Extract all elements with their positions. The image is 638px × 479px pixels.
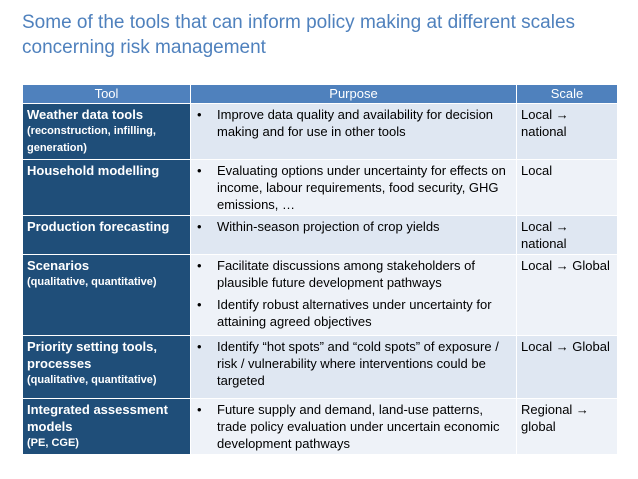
purpose-text: Improve data quality and availability for decision making and for use in other tools (217, 107, 494, 139)
tool-name: Weather data tools (27, 107, 144, 122)
scale-cell: Local → national (517, 216, 618, 255)
table-body (23, 104, 618, 455)
bullet-icon: • (197, 402, 202, 417)
purpose-cell (191, 399, 517, 455)
purpose-bullet (195, 296, 512, 330)
tool-subtitle: (PE, CGE) (27, 437, 79, 449)
purpose-cell (191, 216, 517, 255)
header-tool: Tool (23, 85, 191, 104)
purpose-text: Future supply and demand, land-use patterns, trade policy evaluation under uncertain economic development pathways (217, 402, 500, 451)
slide-title: Some of the tools that can inform policy making at different scales concerning risk management (22, 12, 576, 58)
table-row (23, 399, 618, 455)
purpose-bullet (195, 257, 512, 291)
purpose-cell (191, 255, 517, 336)
purpose-text: Within-season projection of crop yields (217, 219, 440, 234)
table-row (23, 216, 618, 255)
scale-cell: Local (517, 160, 618, 216)
tool-cell (23, 160, 191, 216)
tool-cell (23, 104, 191, 160)
purpose-cell (191, 104, 517, 160)
tool-name: Integrated assessment models (27, 402, 168, 434)
tools-table (22, 84, 618, 455)
purpose-cell (191, 160, 517, 216)
table-row (23, 104, 618, 160)
tool-subtitle: (qualitative, quantitative) (27, 374, 157, 386)
header-purpose: Purpose (191, 85, 517, 104)
tool-cell (23, 255, 191, 336)
scale-cell: Local → Global (517, 336, 618, 399)
table-row (23, 160, 618, 216)
purpose-text: Evaluating options under uncertainty for effects on income, labour requirements, food security, GHG emissions, … (217, 163, 506, 212)
tool-subtitle: (reconstruction, infilling, generation) (27, 125, 156, 154)
scale-cell: Local → Global (517, 255, 618, 336)
header-scale: Scale (517, 85, 618, 104)
tool-cell (23, 336, 191, 399)
table-row (23, 255, 618, 336)
purpose-text: Facilitate discussions among stakeholders of plausible future development pathways (217, 258, 475, 290)
bullet-icon: • (197, 219, 202, 234)
scale-cell: Regional → global (517, 399, 618, 455)
table-row (23, 336, 618, 399)
purpose-text: Identify robust alternatives under uncertainty for attaining agreed objectives (217, 297, 492, 329)
purpose-cell (191, 336, 517, 399)
purpose-bullet (195, 401, 512, 452)
tool-name: Scenarios (27, 258, 90, 273)
bullet-icon: • (197, 339, 202, 354)
purpose-text: Identify “hot spots” and “cold spots” of exposure / risk / vulnerability where interventions could be targeted (217, 339, 499, 388)
purpose-bullet (195, 218, 512, 235)
tool-subtitle: (qualitative, quantitative) (27, 276, 157, 288)
scale-cell: Local → national (517, 104, 618, 160)
tool-name: Household modelling (27, 163, 160, 178)
bullet-icon: • (197, 258, 202, 273)
tool-cell (23, 216, 191, 255)
bullet-icon: • (197, 297, 202, 312)
table-header-row (23, 85, 618, 104)
tool-name: Production forecasting (27, 219, 170, 234)
purpose-bullet (195, 106, 512, 140)
bullet-icon: • (197, 163, 202, 178)
bullet-icon: • (197, 107, 202, 122)
tool-name: Priority setting tools, processes (27, 339, 158, 371)
tool-cell (23, 399, 191, 455)
purpose-bullet (195, 338, 512, 389)
purpose-bullet (195, 162, 512, 213)
